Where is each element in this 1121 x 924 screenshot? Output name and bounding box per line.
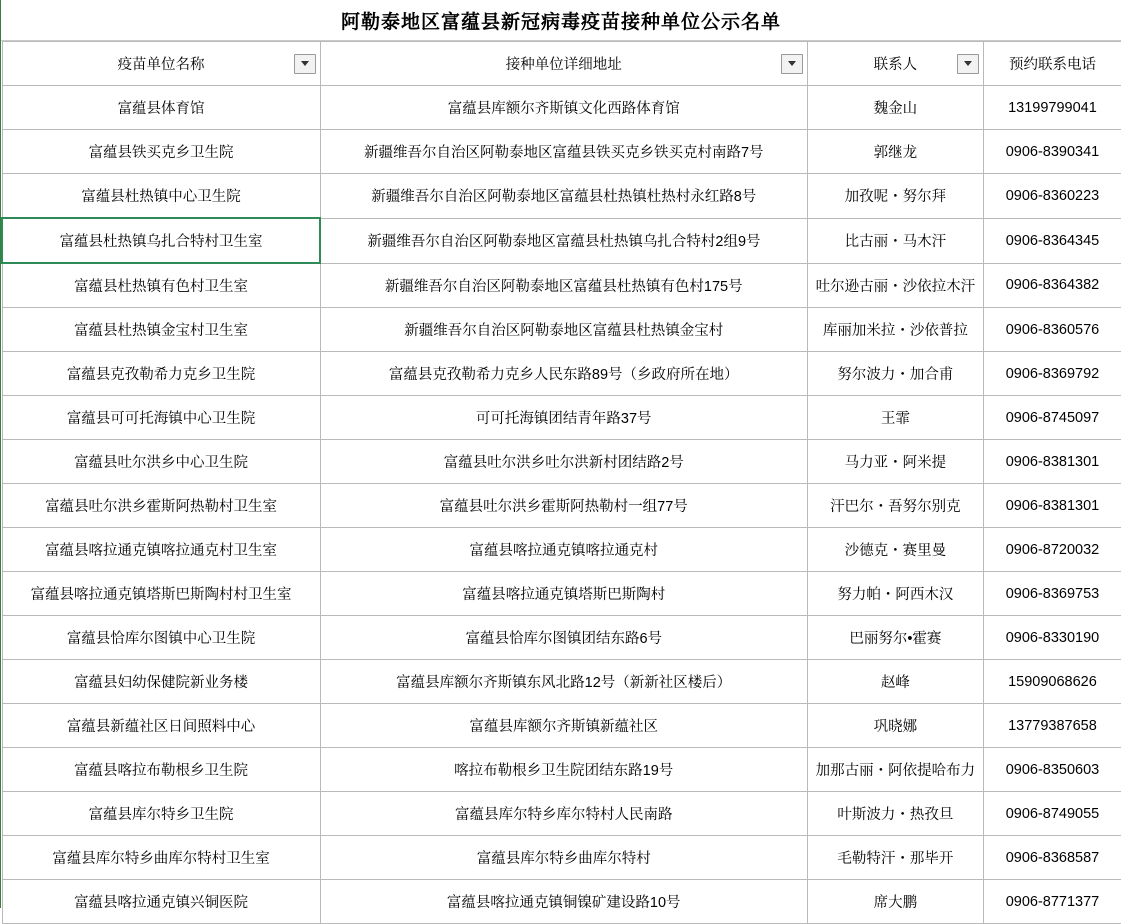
cell-text: 席大鹏	[873, 895, 918, 911]
page-title: 阿勒泰地区富蕴县新冠病毒疫苗接种单位公示名单	[340, 11, 781, 33]
cell-address[interactable]	[320, 880, 807, 924]
cell-text: 库丽加米拉・沙依普拉	[822, 323, 968, 339]
table-row	[2, 130, 1121, 174]
table-row	[2, 86, 1121, 130]
cell-address[interactable]	[320, 704, 807, 748]
table-row	[2, 440, 1121, 484]
cell-text: 巴丽努尔•霍赛	[849, 631, 942, 647]
table-row	[2, 308, 1121, 352]
cell-text: 魏金山	[873, 101, 918, 117]
cell-text: 富蕴县吐尔洪乡霍斯阿热勒村一组77号	[439, 499, 688, 515]
cell-text: 富蕴县喀拉布勒根乡卫生院	[74, 763, 249, 779]
cell-text: 富蕴县克孜勒希力克乡卫生院	[66, 367, 256, 383]
cell-text: 富蕴县吐尔洪乡霍斯阿热勒村卫生室	[45, 499, 278, 515]
cell-unit-name[interactable]	[2, 484, 320, 528]
cell-text: 富蕴县库额尔齐斯镇东风北路12号（新新社区楼后）	[396, 675, 732, 691]
cell-text: 富蕴县喀拉通克镇喀拉通克村卫生室	[45, 543, 278, 559]
cell-text: 富蕴县铁买克乡卫生院	[88, 145, 234, 161]
cell-text: 0906-8381301	[1005, 497, 1100, 514]
cell-text: 富蕴县库额尔齐斯镇文化西路体育馆	[447, 101, 680, 117]
cell-text: 0906-8364382	[1005, 277, 1100, 294]
cell-text: 毛勒特汗・那毕开	[837, 851, 954, 867]
cell-text: 沙德克・赛里曼	[844, 543, 947, 559]
cell-contact[interactable]	[807, 86, 983, 130]
cell-text: 0906-8330190	[1005, 629, 1100, 646]
cell-phone[interactable]	[983, 484, 1121, 528]
table-row	[2, 218, 1121, 263]
cell-text: 0906-8369753	[1005, 585, 1100, 602]
cell-text: 13199799041	[1008, 99, 1097, 116]
cell-phone[interactable]	[983, 396, 1121, 440]
column-header-unit-name[interactable]	[2, 42, 320, 86]
cell-text: 13779387658	[1008, 717, 1097, 734]
cell-unit-name[interactable]	[2, 880, 320, 924]
cell-text: 0906-8390341	[1005, 143, 1100, 160]
filter-dropdown-icon-address[interactable]	[781, 54, 803, 74]
cell-text: 叶斯波力・热孜旦	[837, 807, 954, 823]
cell-text: 新疆维吾尔自治区阿勒泰地区富蕴县杜热镇杜热村永红路8号	[371, 189, 757, 206]
cell-unit-name[interactable]	[2, 660, 320, 704]
column-header-address[interactable]	[320, 42, 807, 86]
cell-unit-name[interactable]	[2, 263, 320, 308]
column-header-contact[interactable]	[807, 42, 983, 86]
filter-dropdown-icon-unit-name[interactable]	[294, 54, 316, 74]
cell-text: 巩晓娜	[873, 719, 918, 735]
cell-contact[interactable]	[807, 748, 983, 792]
cell-text: 富蕴县库尔特乡曲库尔特村	[476, 851, 651, 867]
cell-address[interactable]	[320, 792, 807, 836]
document-title-row	[1, 0, 1121, 41]
cell-contact[interactable]	[807, 396, 983, 440]
cell-text: 0906-8745097	[1005, 409, 1100, 426]
cell-text: 0906-8350603	[1005, 761, 1100, 778]
cell-text: 喀拉布勒根乡卫生院团结东路19号	[454, 763, 674, 779]
cell-address[interactable]	[320, 616, 807, 660]
cell-text: 富蕴县杜热镇乌扎合特村卫生室	[59, 234, 263, 250]
cell-phone[interactable]	[983, 86, 1121, 130]
cell-text: 富蕴县库尔特乡卫生院	[88, 807, 234, 823]
cell-address[interactable]	[320, 528, 807, 572]
cell-unit-name[interactable]	[2, 836, 320, 880]
cell-text: 富蕴县杜热镇有色村卫生室	[74, 279, 249, 295]
cell-text: 富蕴县可可托海镇中心卫生院	[66, 411, 256, 427]
cell-contact[interactable]	[807, 880, 983, 924]
cell-unit-name[interactable]	[2, 440, 320, 484]
cell-text: 加孜呢・努尔拜	[844, 189, 947, 206]
cell-text: 富蕴县喀拉通克镇塔斯巴斯陶村	[462, 587, 666, 603]
cell-phone[interactable]	[983, 263, 1121, 308]
cell-text: 0906-8749055	[1005, 805, 1100, 822]
cell-address[interactable]	[320, 836, 807, 880]
cell-phone[interactable]	[983, 308, 1121, 352]
cell-phone[interactable]	[983, 218, 1121, 263]
cell-text: 富蕴县喀拉通克镇兴铜医院	[74, 895, 249, 911]
cell-address[interactable]	[320, 572, 807, 616]
cell-text: 富蕴县喀拉通克镇喀拉通克村	[469, 543, 658, 559]
table-row	[2, 528, 1121, 572]
vaccination-units-table	[1, 41, 1121, 924]
table-row	[2, 484, 1121, 528]
table-row	[2, 704, 1121, 748]
cell-phone[interactable]	[983, 660, 1121, 704]
cell-text: 富蕴县体育馆	[117, 101, 205, 117]
cell-text: 0906-8364345	[1005, 232, 1100, 249]
cell-address[interactable]	[320, 86, 807, 130]
cell-text: 富蕴县恰库尔图镇中心卫生院	[66, 631, 256, 647]
table-row	[2, 352, 1121, 396]
cell-text: 0906-8771377	[1005, 893, 1100, 910]
cell-unit-name[interactable]	[2, 792, 320, 836]
cell-address[interactable]	[320, 130, 807, 174]
cell-text: 富蕴县吐尔洪乡中心卫生院	[74, 455, 249, 471]
cell-contact[interactable]	[807, 218, 983, 263]
cell-text: 新疆维吾尔自治区阿勒泰地区富蕴县杜热镇有色村175号	[384, 278, 743, 295]
cell-text: 0906-8381301	[1005, 453, 1100, 470]
cell-text: 富蕴县库尔特乡曲库尔特村卫生室	[52, 851, 270, 867]
cell-text: 比古丽・马木汗	[844, 234, 947, 250]
cell-phone[interactable]	[983, 616, 1121, 660]
cell-text: 新疆维吾尔自治区阿勒泰地区富蕴县杜热镇乌扎合特村2组9号	[367, 234, 761, 250]
cell-text: 15909068626	[1008, 673, 1097, 690]
cell-text: 富蕴县吐尔洪乡吐尔洪新村团结路2号	[443, 455, 684, 471]
cell-unit-name[interactable]	[2, 130, 320, 174]
cell-text: 富蕴县恰库尔图镇团结东路6号	[465, 631, 663, 647]
cell-text: 努力帕・阿西木汉	[837, 587, 954, 603]
cell-text: 富蕴县库额尔齐斯镇新蕴社区	[469, 719, 658, 735]
cell-text: 富蕴县杜热镇金宝村卫生室	[74, 323, 249, 339]
filter-dropdown-icon-contact[interactable]	[957, 54, 979, 74]
cell-text: 努尔波力・加合甫	[837, 367, 954, 383]
cell-text: 富蕴县克孜勒希力克乡人民东路89号（乡政府所在地）	[388, 367, 739, 383]
cell-address[interactable]	[320, 660, 807, 704]
cell-contact[interactable]	[807, 528, 983, 572]
cell-text: 新疆维吾尔自治区阿勒泰地区富蕴县杜热镇金宝村	[404, 323, 724, 339]
cell-text: 可可托海镇团结青年路37号	[475, 411, 652, 427]
cell-contact[interactable]	[807, 572, 983, 616]
cell-contact[interactable]	[807, 440, 983, 484]
cell-unit-name[interactable]	[2, 572, 320, 616]
cell-unit-name[interactable]	[2, 396, 320, 440]
cell-text: 新疆维吾尔自治区阿勒泰地区富蕴县铁买克乡铁买克村南路7号	[363, 145, 764, 161]
column-header-label: 联系人	[873, 57, 918, 73]
cell-unit-name[interactable]	[2, 748, 320, 792]
cell-address[interactable]	[320, 263, 807, 308]
cell-text: 富蕴县新蕴社区日间照料中心	[66, 719, 256, 735]
sheet-left-edge	[1, 0, 3, 908]
cell-phone[interactable]	[983, 792, 1121, 836]
cell-text: 富蕴县喀拉通克镇塔斯巴斯陶村村卫生室	[30, 587, 292, 603]
cell-address[interactable]	[320, 174, 807, 219]
cell-contact[interactable]	[807, 308, 983, 352]
cell-phone[interactable]	[983, 440, 1121, 484]
column-header-label: 接种单位详细地址	[505, 57, 622, 73]
cell-text: 郭继龙	[873, 145, 918, 161]
cell-text: 王霏	[880, 411, 910, 427]
cell-text: 富蕴县妇幼保健院新业务楼	[74, 675, 249, 691]
column-header-label: 预约联系电话	[1008, 57, 1096, 73]
table-row	[2, 880, 1121, 924]
cell-address[interactable]	[320, 352, 807, 396]
cell-phone[interactable]	[983, 880, 1121, 924]
cell-unit-name[interactable]	[2, 616, 320, 660]
cell-text: 加那古丽・阿依提哈布力	[815, 763, 976, 779]
table-row	[2, 792, 1121, 836]
cell-text: 0906-8369792	[1005, 365, 1100, 382]
cell-address[interactable]	[320, 308, 807, 352]
cell-address[interactable]	[320, 218, 807, 263]
column-header-label: 疫苗单位名称	[117, 57, 205, 73]
cell-unit-name[interactable]	[2, 218, 320, 263]
column-header-phone[interactable]	[983, 42, 1121, 86]
cell-contact[interactable]	[807, 130, 983, 174]
cell-contact[interactable]	[807, 660, 983, 704]
cell-contact[interactable]	[807, 792, 983, 836]
cell-text: 富蕴县杜热镇中心卫生院	[81, 189, 241, 205]
cell-contact[interactable]	[807, 174, 983, 219]
cell-text: 马力亚・阿米提	[844, 455, 947, 471]
cell-contact[interactable]	[807, 484, 983, 528]
cell-contact[interactable]	[807, 616, 983, 660]
cell-phone[interactable]	[983, 704, 1121, 748]
table-row	[2, 660, 1121, 704]
cell-text: 0906-8720032	[1005, 541, 1100, 558]
cell-text: 0906-8360223	[1005, 187, 1100, 204]
table-row	[2, 572, 1121, 616]
cell-phone[interactable]	[983, 748, 1121, 792]
cell-address[interactable]	[320, 484, 807, 528]
cell-unit-name[interactable]	[2, 86, 320, 130]
cell-address[interactable]	[320, 440, 807, 484]
cell-unit-name[interactable]	[2, 308, 320, 352]
table-row	[2, 174, 1121, 219]
cell-contact[interactable]	[807, 352, 983, 396]
cell-text: 汗巴尔・吾努尔别克	[830, 499, 961, 515]
cell-phone[interactable]	[983, 572, 1121, 616]
cell-unit-name[interactable]	[2, 352, 320, 396]
cell-phone[interactable]	[983, 130, 1121, 174]
cell-address[interactable]	[320, 748, 807, 792]
cell-text: 富蕴县喀拉通克镇铜镍矿建设路10号	[446, 895, 681, 911]
cell-unit-name[interactable]	[2, 174, 320, 219]
cell-phone[interactable]	[983, 174, 1121, 219]
cell-text: 0906-8360576	[1005, 321, 1100, 338]
table-header-row	[2, 42, 1121, 86]
table-row	[2, 616, 1121, 660]
cell-text: 富蕴县库尔特乡库尔特村人民南路	[454, 807, 673, 823]
cell-contact[interactable]	[807, 263, 983, 308]
table-row	[2, 836, 1121, 880]
cell-address[interactable]	[320, 396, 807, 440]
table-row	[2, 396, 1121, 440]
cell-phone[interactable]	[983, 528, 1121, 572]
table-body	[2, 86, 1121, 924]
cell-contact[interactable]	[807, 704, 983, 748]
cell-text: 0906-8368587	[1005, 849, 1100, 866]
table-row	[2, 748, 1121, 792]
cell-unit-name[interactable]	[2, 528, 320, 572]
cell-unit-name[interactable]	[2, 704, 320, 748]
table-row	[2, 263, 1121, 308]
cell-text: 赵峰	[880, 675, 910, 691]
cell-contact[interactable]	[807, 836, 983, 880]
cell-phone[interactable]	[983, 836, 1121, 880]
cell-phone[interactable]	[983, 352, 1121, 396]
cell-text: 吐尔逊古丽・沙依拉木汗	[815, 278, 976, 295]
